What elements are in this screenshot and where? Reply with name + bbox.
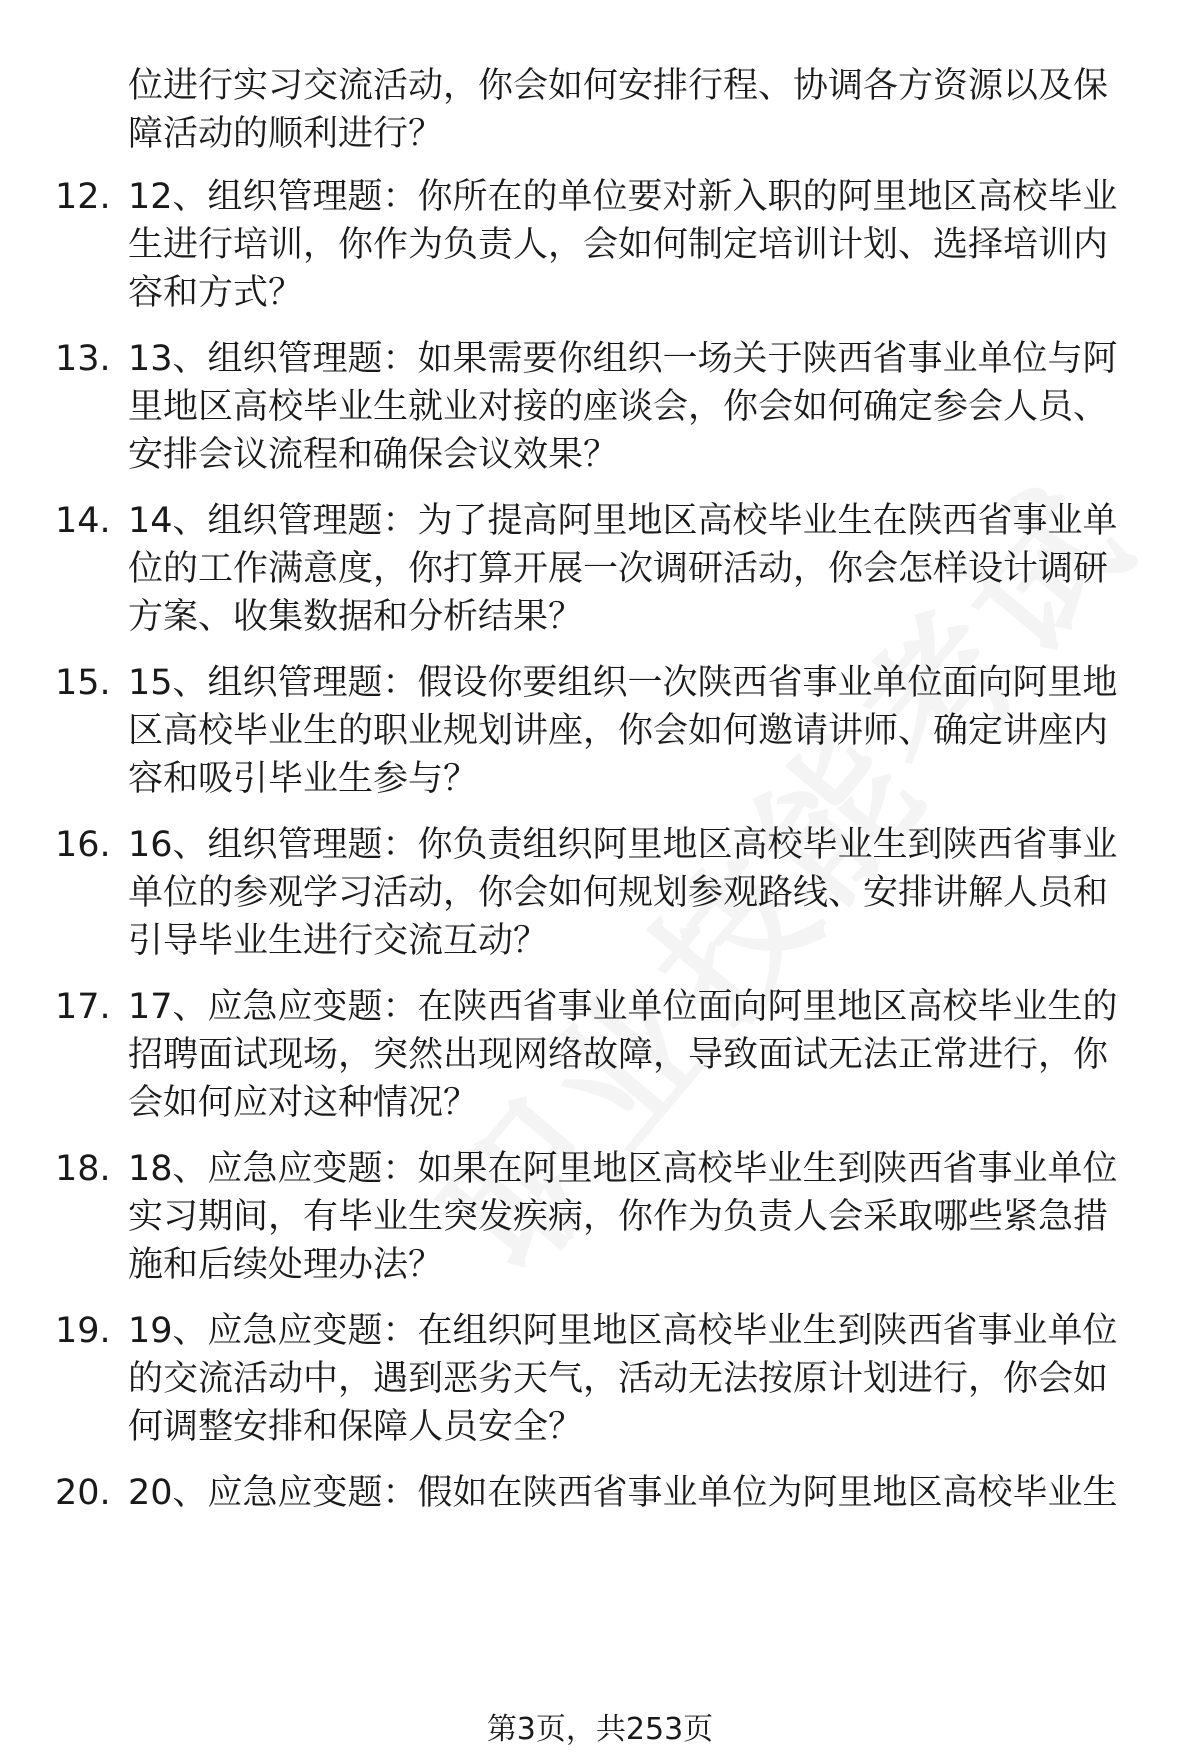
text-line: 障活动的顺利进行？ bbox=[128, 114, 444, 154]
item-number: 19. bbox=[55, 1311, 111, 1351]
text-line: 的交流活动中，遇到恶劣天气，活动无法按原计划进行，你会如 bbox=[128, 1359, 1109, 1399]
item-text bbox=[128, 497, 1148, 641]
item-text bbox=[128, 1307, 1148, 1451]
text-line: 施和后续处理办法？ bbox=[128, 1245, 444, 1285]
item-text bbox=[128, 1145, 1148, 1289]
text-line: 20、应急应变题：假如在陕西省事业单位为阿里地区高校毕业生 bbox=[128, 1473, 1118, 1513]
item-text bbox=[128, 659, 1148, 803]
text-line: 里地区高校毕业生就业对接的座谈会，你会如何确定参会人员、 bbox=[128, 387, 1109, 427]
text-line: 14、组织管理题：为了提高阿里地区高校毕业生在陕西省事业单 bbox=[128, 501, 1118, 541]
item-number: 13. bbox=[55, 339, 111, 379]
text-line: 12、组织管理题：你所在的单位要对新入职的阿里地区高校毕业 bbox=[128, 177, 1118, 217]
item-number: 20. bbox=[55, 1473, 111, 1513]
text-line: 安排会议流程和确保会议效果？ bbox=[128, 435, 619, 475]
text-line: 区高校毕业生的职业规划讲座，你会如何邀请讲师、确定讲座内 bbox=[128, 711, 1109, 751]
item-number: 12. bbox=[55, 177, 111, 217]
item-text bbox=[128, 173, 1148, 317]
text-line: 17、应急应变题：在陕西省事业单位面向阿里地区高校毕业生的 bbox=[128, 987, 1118, 1027]
text-line: 何调整安排和保障人员安全？ bbox=[128, 1407, 584, 1447]
item-number: 15. bbox=[55, 663, 111, 703]
item-number: 14. bbox=[55, 501, 111, 541]
item-number: 18. bbox=[55, 1149, 111, 1189]
item-number: 16. bbox=[55, 825, 111, 865]
page-footer: 第3页，共253页 bbox=[486, 1712, 714, 1747]
item-text bbox=[128, 983, 1148, 1127]
text-line: 19、应急应变题：在组织阿里地区高校毕业生到陕西省事业单位 bbox=[128, 1311, 1118, 1351]
text-line: 方案、收集数据和分析结果？ bbox=[128, 597, 584, 637]
text-line: 13、组织管理题：如果需要你组织一场关于陕西省事业单位与阿 bbox=[128, 339, 1118, 379]
text-line: 位进行实习交流活动，你会如何安排行程、协调各方资源以及保 bbox=[128, 66, 1109, 106]
item-number: 17. bbox=[55, 987, 111, 1027]
text-line: 引导毕业生进行交流互动？ bbox=[128, 921, 549, 961]
text-line: 15、组织管理题：假设你要组织一次陕西省事业单位面向阿里地 bbox=[128, 663, 1118, 703]
text-line: 实习期间，有毕业生突发疾病，你作为负责人会采取哪些紧急措 bbox=[128, 1197, 1109, 1237]
text-line: 招聘面试现场，突然出现网络故障，导致面试无法正常进行，你 bbox=[128, 1035, 1109, 1075]
text-line: 容和方式？ bbox=[128, 273, 304, 313]
text-line: 单位的参观学习活动，你会如何规划参观路线、安排讲解人员和 bbox=[128, 873, 1109, 913]
item-text bbox=[128, 1469, 1148, 1517]
text-line: 会如何应对这种情况？ bbox=[128, 1083, 479, 1123]
text-line: 位的工作满意度，你打算开展一次调研活动，你会怎样设计调研 bbox=[128, 549, 1109, 589]
item-text bbox=[128, 335, 1148, 479]
text-line: 18、应急应变题：如果在阿里地区高校毕业生到陕西省事业单位 bbox=[128, 1149, 1118, 1189]
continuation-paragraph bbox=[128, 62, 1148, 158]
item-text bbox=[128, 821, 1148, 965]
text-line: 生进行培训，你作为负责人，会如何制定培训计划、选择培训内 bbox=[128, 225, 1109, 265]
text-line: 16、组织管理题：你负责组织阿里地区高校毕业生到陕西省事业 bbox=[128, 825, 1118, 865]
text-line: 容和吸引毕业生参与？ bbox=[128, 759, 479, 799]
